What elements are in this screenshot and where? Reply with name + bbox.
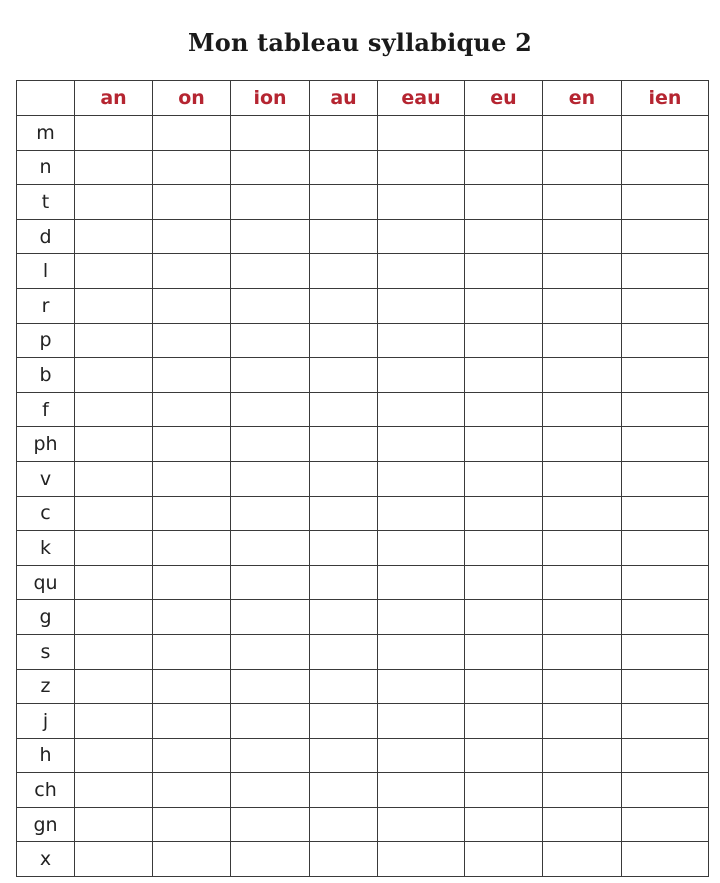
syllable-cell[interactable]: [622, 531, 709, 566]
syllable-cell[interactable]: [378, 254, 465, 289]
syllable-cell[interactable]: [465, 358, 543, 393]
syllable-cell[interactable]: [543, 150, 622, 185]
syllable-cell[interactable]: [153, 565, 231, 600]
table-row: [17, 358, 709, 393]
table-row: [17, 185, 709, 220]
syllable-cell[interactable]: [378, 842, 465, 877]
column-header: an: [75, 81, 153, 116]
syllable-cell[interactable]: [543, 565, 622, 600]
syllable-cell[interactable]: [378, 461, 465, 496]
syllable-cell[interactable]: [622, 773, 709, 808]
syllable-cell[interactable]: [543, 704, 622, 739]
syllable-cell[interactable]: [310, 254, 378, 289]
syllable-cell[interactable]: [75, 565, 153, 600]
syllable-cell[interactable]: [231, 219, 310, 254]
syllable-cell[interactable]: [378, 219, 465, 254]
syllable-cell[interactable]: [75, 461, 153, 496]
syllable-cell[interactable]: [543, 738, 622, 773]
syllable-cell[interactable]: [231, 807, 310, 842]
syllable-cell[interactable]: [622, 116, 709, 151]
syllable-cell[interactable]: [378, 669, 465, 704]
syllable-cell[interactable]: [622, 496, 709, 531]
row-header-consonant: ch: [17, 773, 75, 808]
syllable-cell[interactable]: [231, 288, 310, 323]
syllable-cell[interactable]: [231, 461, 310, 496]
syllable-cell[interactable]: [231, 669, 310, 704]
syllable-cell[interactable]: [543, 323, 622, 358]
table-row: [17, 565, 709, 600]
syllable-cell[interactable]: [310, 392, 378, 427]
syllable-cell[interactable]: [231, 531, 310, 566]
syllable-cell[interactable]: [153, 392, 231, 427]
syllable-cell[interactable]: [310, 634, 378, 669]
syllable-cell[interactable]: [622, 427, 709, 462]
syllable-cell[interactable]: [622, 634, 709, 669]
column-header: ion: [231, 81, 310, 116]
column-header: eau: [378, 81, 465, 116]
syllable-cell[interactable]: [310, 427, 378, 462]
syllable-cell[interactable]: [622, 807, 709, 842]
syllable-cell[interactable]: [153, 254, 231, 289]
syllable-cell[interactable]: [465, 323, 543, 358]
syllable-cell[interactable]: [310, 773, 378, 808]
syllable-cell[interactable]: [378, 427, 465, 462]
syllable-cell[interactable]: [465, 565, 543, 600]
row-header-consonant: d: [17, 219, 75, 254]
table-row: [17, 531, 709, 566]
syllable-cell[interactable]: [153, 116, 231, 151]
column-header: ien: [622, 81, 709, 116]
syllable-cell[interactable]: [543, 392, 622, 427]
syllable-cell[interactable]: [153, 461, 231, 496]
syllable-cell[interactable]: [231, 842, 310, 877]
syllable-cell[interactable]: [543, 496, 622, 531]
syllable-cell[interactable]: [378, 496, 465, 531]
syllable-cell[interactable]: [75, 254, 153, 289]
syllable-cell[interactable]: [231, 704, 310, 739]
row-header-consonant: c: [17, 496, 75, 531]
syllable-cell[interactable]: [378, 738, 465, 773]
syllable-cell[interactable]: [153, 496, 231, 531]
syllable-cell[interactable]: [75, 288, 153, 323]
syllable-cell[interactable]: [231, 116, 310, 151]
syllable-cell[interactable]: [75, 773, 153, 808]
syllable-cell[interactable]: [153, 531, 231, 566]
syllable-cell[interactable]: [310, 496, 378, 531]
syllable-cell[interactable]: [543, 288, 622, 323]
syllable-cell[interactable]: [622, 150, 709, 185]
syllable-cell[interactable]: [153, 427, 231, 462]
syllable-cell[interactable]: [622, 358, 709, 393]
syllable-cell[interactable]: [378, 704, 465, 739]
syllable-cell[interactable]: [153, 773, 231, 808]
syllable-cell[interactable]: [543, 254, 622, 289]
row-header-consonant: h: [17, 738, 75, 773]
syllable-cell[interactable]: [310, 219, 378, 254]
syllable-cell[interactable]: [231, 565, 310, 600]
syllable-cell[interactable]: [622, 392, 709, 427]
syllable-cell[interactable]: [75, 392, 153, 427]
syllable-cell[interactable]: [310, 358, 378, 393]
syllable-cell[interactable]: [622, 461, 709, 496]
row-header-consonant: z: [17, 669, 75, 704]
syllable-cell[interactable]: [310, 842, 378, 877]
syllable-cell[interactable]: [543, 116, 622, 151]
syllable-cell[interactable]: [543, 219, 622, 254]
syllable-cell[interactable]: [378, 634, 465, 669]
table-row: [17, 842, 709, 877]
table-row: [17, 634, 709, 669]
row-header-consonant: b: [17, 358, 75, 393]
row-header-consonant: m: [17, 116, 75, 151]
syllable-cell[interactable]: [622, 288, 709, 323]
table-row: [17, 496, 709, 531]
syllable-cell[interactable]: [378, 531, 465, 566]
row-header-consonant: p: [17, 323, 75, 358]
syllable-cell[interactable]: [543, 427, 622, 462]
syllable-cell[interactable]: [310, 565, 378, 600]
syllable-table: [16, 80, 709, 877]
syllable-cell[interactable]: [543, 358, 622, 393]
syllable-cell[interactable]: [231, 358, 310, 393]
syllable-cell[interactable]: [310, 461, 378, 496]
syllable-cell[interactable]: [622, 738, 709, 773]
syllable-cell[interactable]: [622, 704, 709, 739]
row-header-consonant: v: [17, 461, 75, 496]
syllable-cell[interactable]: [75, 807, 153, 842]
syllable-cell[interactable]: [75, 358, 153, 393]
syllable-cell[interactable]: [153, 358, 231, 393]
syllable-cell[interactable]: [75, 704, 153, 739]
syllable-cell[interactable]: [543, 634, 622, 669]
syllable-cell[interactable]: [153, 704, 231, 739]
syllable-cell[interactable]: [75, 427, 153, 462]
syllable-cell[interactable]: [378, 807, 465, 842]
syllable-cell[interactable]: [153, 150, 231, 185]
table-row: [17, 150, 709, 185]
syllable-cell[interactable]: [465, 531, 543, 566]
syllable-cell[interactable]: [310, 807, 378, 842]
syllable-cell[interactable]: [310, 704, 378, 739]
syllable-cell[interactable]: [153, 600, 231, 635]
syllable-cell[interactable]: [465, 704, 543, 739]
table-row: [17, 323, 709, 358]
syllable-cell[interactable]: [153, 738, 231, 773]
syllable-cell[interactable]: [465, 600, 543, 635]
syllable-cell[interactable]: [75, 842, 153, 877]
syllable-cell[interactable]: [622, 669, 709, 704]
syllable-cell[interactable]: [75, 600, 153, 635]
table-row: [17, 427, 709, 462]
syllable-cell[interactable]: [153, 807, 231, 842]
syllable-cell[interactable]: [231, 634, 310, 669]
syllable-cell[interactable]: [378, 323, 465, 358]
column-header: au: [310, 81, 378, 116]
row-header-consonant: j: [17, 704, 75, 739]
syllable-cell[interactable]: [465, 461, 543, 496]
syllable-cell[interactable]: [75, 219, 153, 254]
syllable-cell[interactable]: [622, 842, 709, 877]
syllable-cell[interactable]: [543, 807, 622, 842]
syllable-cell[interactable]: [310, 185, 378, 220]
column-header: eu: [465, 81, 543, 116]
syllable-cell[interactable]: [622, 565, 709, 600]
syllable-cell[interactable]: [153, 842, 231, 877]
row-header-consonant: g: [17, 600, 75, 635]
syllable-cell[interactable]: [622, 185, 709, 220]
syllable-cell[interactable]: [153, 323, 231, 358]
syllable-cell[interactable]: [153, 669, 231, 704]
syllable-cell[interactable]: [310, 150, 378, 185]
column-header: on: [153, 81, 231, 116]
syllable-cell[interactable]: [465, 496, 543, 531]
syllable-cell[interactable]: [378, 116, 465, 151]
column-header: en: [543, 81, 622, 116]
syllable-cell[interactable]: [465, 669, 543, 704]
syllable-cell[interactable]: [75, 531, 153, 566]
syllable-cell[interactable]: [75, 634, 153, 669]
syllable-cell[interactable]: [543, 461, 622, 496]
syllable-cell[interactable]: [153, 288, 231, 323]
table-row: [17, 116, 709, 151]
syllable-cell[interactable]: [378, 600, 465, 635]
syllable-cell[interactable]: [465, 392, 543, 427]
syllable-cell[interactable]: [231, 738, 310, 773]
syllable-cell[interactable]: [231, 600, 310, 635]
syllable-cell[interactable]: [231, 392, 310, 427]
syllable-cell[interactable]: [310, 600, 378, 635]
syllable-cell[interactable]: [310, 669, 378, 704]
page-title: Mon tableau syllabique 2: [187, 28, 533, 57]
row-header-consonant: f: [17, 392, 75, 427]
table-row: [17, 773, 709, 808]
syllable-cell[interactable]: [465, 634, 543, 669]
table-row: [17, 461, 709, 496]
row-header-consonant: n: [17, 150, 75, 185]
syllable-cell[interactable]: [231, 323, 310, 358]
syllable-cell[interactable]: [622, 254, 709, 289]
syllable-cell[interactable]: [231, 427, 310, 462]
syllable-cell[interactable]: [75, 323, 153, 358]
syllable-cell[interactable]: [231, 150, 310, 185]
syllable-cell[interactable]: [465, 288, 543, 323]
syllable-cell[interactable]: [75, 496, 153, 531]
row-header-consonant: s: [17, 634, 75, 669]
syllable-cell[interactable]: [465, 842, 543, 877]
syllable-cell[interactable]: [310, 323, 378, 358]
table-row: [17, 738, 709, 773]
syllable-cell[interactable]: [543, 531, 622, 566]
row-header-consonant: ph: [17, 427, 75, 462]
syllable-cell[interactable]: [465, 773, 543, 808]
syllable-cell[interactable]: [378, 150, 465, 185]
row-header-consonant: l: [17, 254, 75, 289]
syllable-cell[interactable]: [622, 323, 709, 358]
syllable-cell[interactable]: [75, 116, 153, 151]
syllable-cell[interactable]: [622, 219, 709, 254]
syllable-cell[interactable]: [378, 565, 465, 600]
syllable-cell[interactable]: [622, 600, 709, 635]
syllable-cell[interactable]: [543, 600, 622, 635]
row-header-consonant: gn: [17, 807, 75, 842]
syllable-cell[interactable]: [310, 531, 378, 566]
syllable-cell[interactable]: [378, 773, 465, 808]
syllable-cell[interactable]: [75, 738, 153, 773]
row-header-consonant: qu: [17, 565, 75, 600]
syllable-cell[interactable]: [153, 634, 231, 669]
syllable-cell[interactable]: [465, 427, 543, 462]
syllable-cell[interactable]: [310, 288, 378, 323]
syllable-cell[interactable]: [75, 185, 153, 220]
syllable-cell[interactable]: [153, 219, 231, 254]
row-header-consonant: t: [17, 185, 75, 220]
row-header-consonant: k: [17, 531, 75, 566]
syllable-cell[interactable]: [465, 150, 543, 185]
header-row: [17, 81, 709, 116]
syllable-cell[interactable]: [465, 738, 543, 773]
syllable-cell[interactable]: [231, 496, 310, 531]
syllable-cell[interactable]: [378, 185, 465, 220]
table-body: [17, 116, 709, 877]
syllable-cell[interactable]: [543, 185, 622, 220]
syllable-cell[interactable]: [465, 185, 543, 220]
syllable-cell[interactable]: [310, 738, 378, 773]
syllable-cell[interactable]: [75, 150, 153, 185]
syllable-cell[interactable]: [231, 254, 310, 289]
table-row: [17, 392, 709, 427]
table-row: [17, 288, 709, 323]
syllable-cell[interactable]: [231, 773, 310, 808]
syllable-cell[interactable]: [378, 358, 465, 393]
syllable-cell[interactable]: [465, 254, 543, 289]
table-row: [17, 254, 709, 289]
syllable-cell[interactable]: [378, 392, 465, 427]
table-row: [17, 219, 709, 254]
row-header-consonant: r: [17, 288, 75, 323]
syllable-cell[interactable]: [310, 116, 378, 151]
syllable-cell[interactable]: [543, 842, 622, 877]
table-row: [17, 600, 709, 635]
syllable-cell[interactable]: [75, 669, 153, 704]
syllable-cell[interactable]: [153, 185, 231, 220]
syllable-cell[interactable]: [465, 807, 543, 842]
corner-cell: [17, 81, 75, 116]
syllable-cell[interactable]: [465, 116, 543, 151]
syllable-cell[interactable]: [378, 288, 465, 323]
table-row: [17, 669, 709, 704]
syllable-cell[interactable]: [465, 219, 543, 254]
table-row: [17, 704, 709, 739]
syllable-cell[interactable]: [543, 669, 622, 704]
syllable-cell[interactable]: [543, 773, 622, 808]
syllable-cell[interactable]: [231, 185, 310, 220]
row-header-consonant: x: [17, 842, 75, 877]
table-row: [17, 807, 709, 842]
